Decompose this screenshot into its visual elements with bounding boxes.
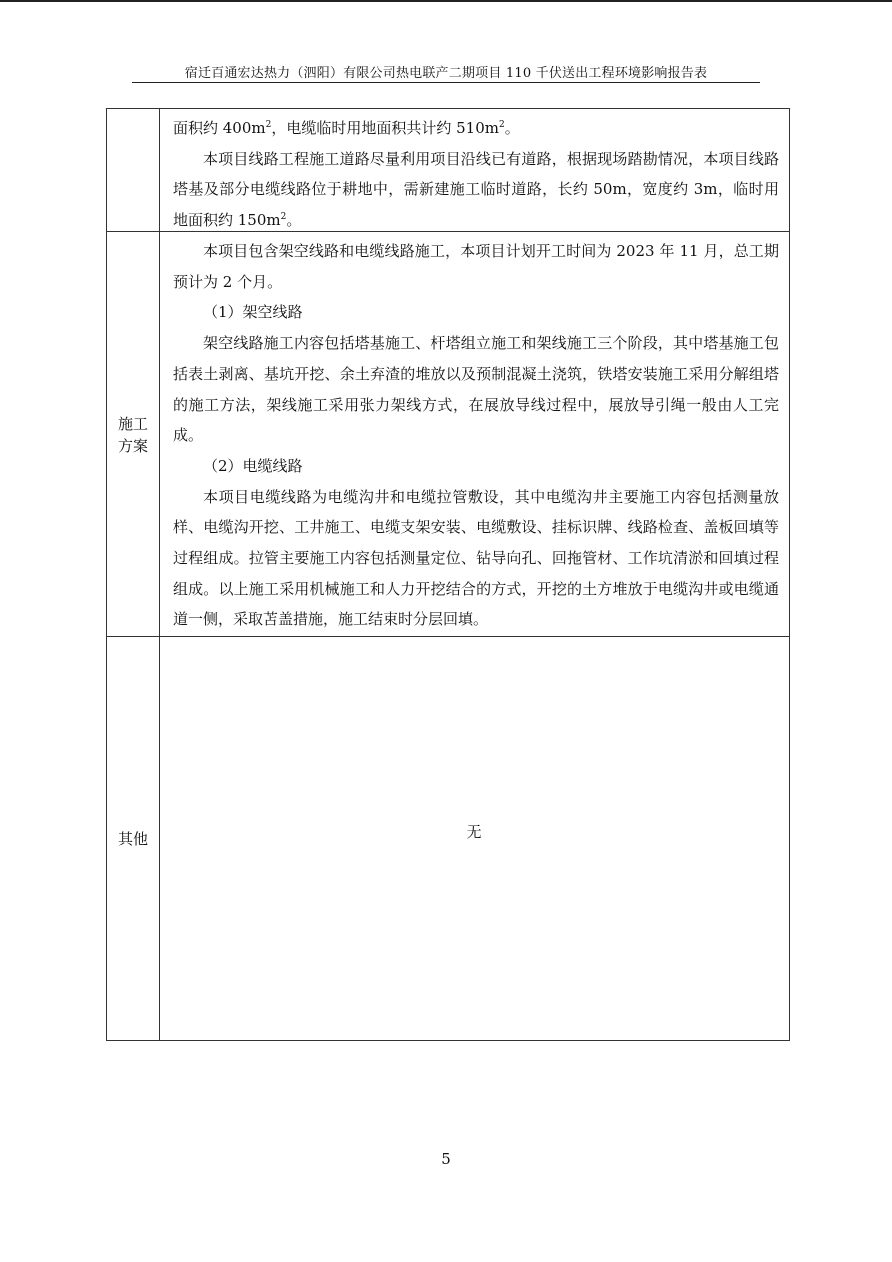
text-fragment: 。 bbox=[286, 211, 302, 230]
row-label-line1: 施工 bbox=[117, 415, 148, 433]
row-label-cell bbox=[107, 637, 160, 1040]
table-row-other bbox=[106, 636, 790, 1041]
table-row-land-use bbox=[106, 108, 790, 232]
text-fragment: 本项目线路工程施工道路尽量利用项目沿线已有道路，根据现场踏勘情况，本项目线路塔基及部分电缆线路位于耕地中，需新建施工临时道路，长约 50m，宽度约 3m，临时用地面积约 150m bbox=[173, 149, 779, 230]
row-content-cell bbox=[173, 236, 779, 635]
row-content-cell bbox=[173, 113, 779, 236]
header-rule bbox=[132, 82, 760, 83]
row-label-cell bbox=[107, 232, 160, 637]
overhead-line-paragraph: 架空线路施工内容包括塔基施工、杆塔组立施工和架线施工三个阶段，其中塔基施工包括表土剥离、基坑开挖、余土弃渣的堆放以及预制混凝土浇筑，铁塔安装施工采用分解组塔的施工方法，架线施工采用张力架线方式，在展放导线过程中，展放导引绳一般由人工完成。 bbox=[173, 334, 779, 445]
temporary-road-paragraph bbox=[173, 144, 779, 236]
text-fragment: ，电缆临时用地面积共计约 510m bbox=[271, 119, 499, 137]
superscript: 2 bbox=[265, 120, 272, 130]
land-area-line bbox=[173, 113, 779, 144]
overhead-line-heading: （1）架空线路 bbox=[203, 303, 303, 322]
text-fragment: 。 bbox=[504, 119, 520, 137]
row-label-line2: 方案 bbox=[117, 437, 148, 455]
cable-line-paragraph: 本项目电缆线路为电缆沟井和电缆拉管敷设，其中电缆沟井主要施工内容包括测量放样、电缆沟开挖、工井施工、电缆支架安装、电缆敷设、挂标识牌、线路检查、盖板回填等过程组成。拉管主要施工内容包括测量定位、钻导向孔、回拖管材、工作坑清淤和回填过程组成。以上施工采用机械施工和人力开挖结合的方式，开挖的土方堆放于电缆沟井或电缆通道一侧，采取苫盖措施，施工结束时分层回填。 bbox=[173, 487, 779, 629]
row-label: 其他 bbox=[117, 830, 148, 848]
other-content: 无 bbox=[466, 823, 482, 841]
table-row-construction-plan bbox=[106, 231, 790, 637]
text-fragment: 面积约 400m bbox=[173, 119, 266, 137]
cable-line-heading: （2）电缆线路 bbox=[203, 456, 303, 475]
superscript: 2 bbox=[498, 120, 505, 130]
page-top-border bbox=[0, 0, 892, 2]
page-header-title: 宿迁百通宏达热力（泗阳）有限公司热电联产二期项目 110 千伏送出工程环境影响报告表 bbox=[184, 66, 708, 81]
schedule-paragraph: 本项目包含架空线路和电缆线路施工，本项目计划开工时间为 2023 年 11 月，总工期预计为 2 个月。 bbox=[173, 242, 779, 291]
row-label-cell bbox=[107, 109, 160, 232]
page-number: 5 bbox=[441, 1150, 451, 1168]
superscript: 2 bbox=[280, 212, 287, 223]
